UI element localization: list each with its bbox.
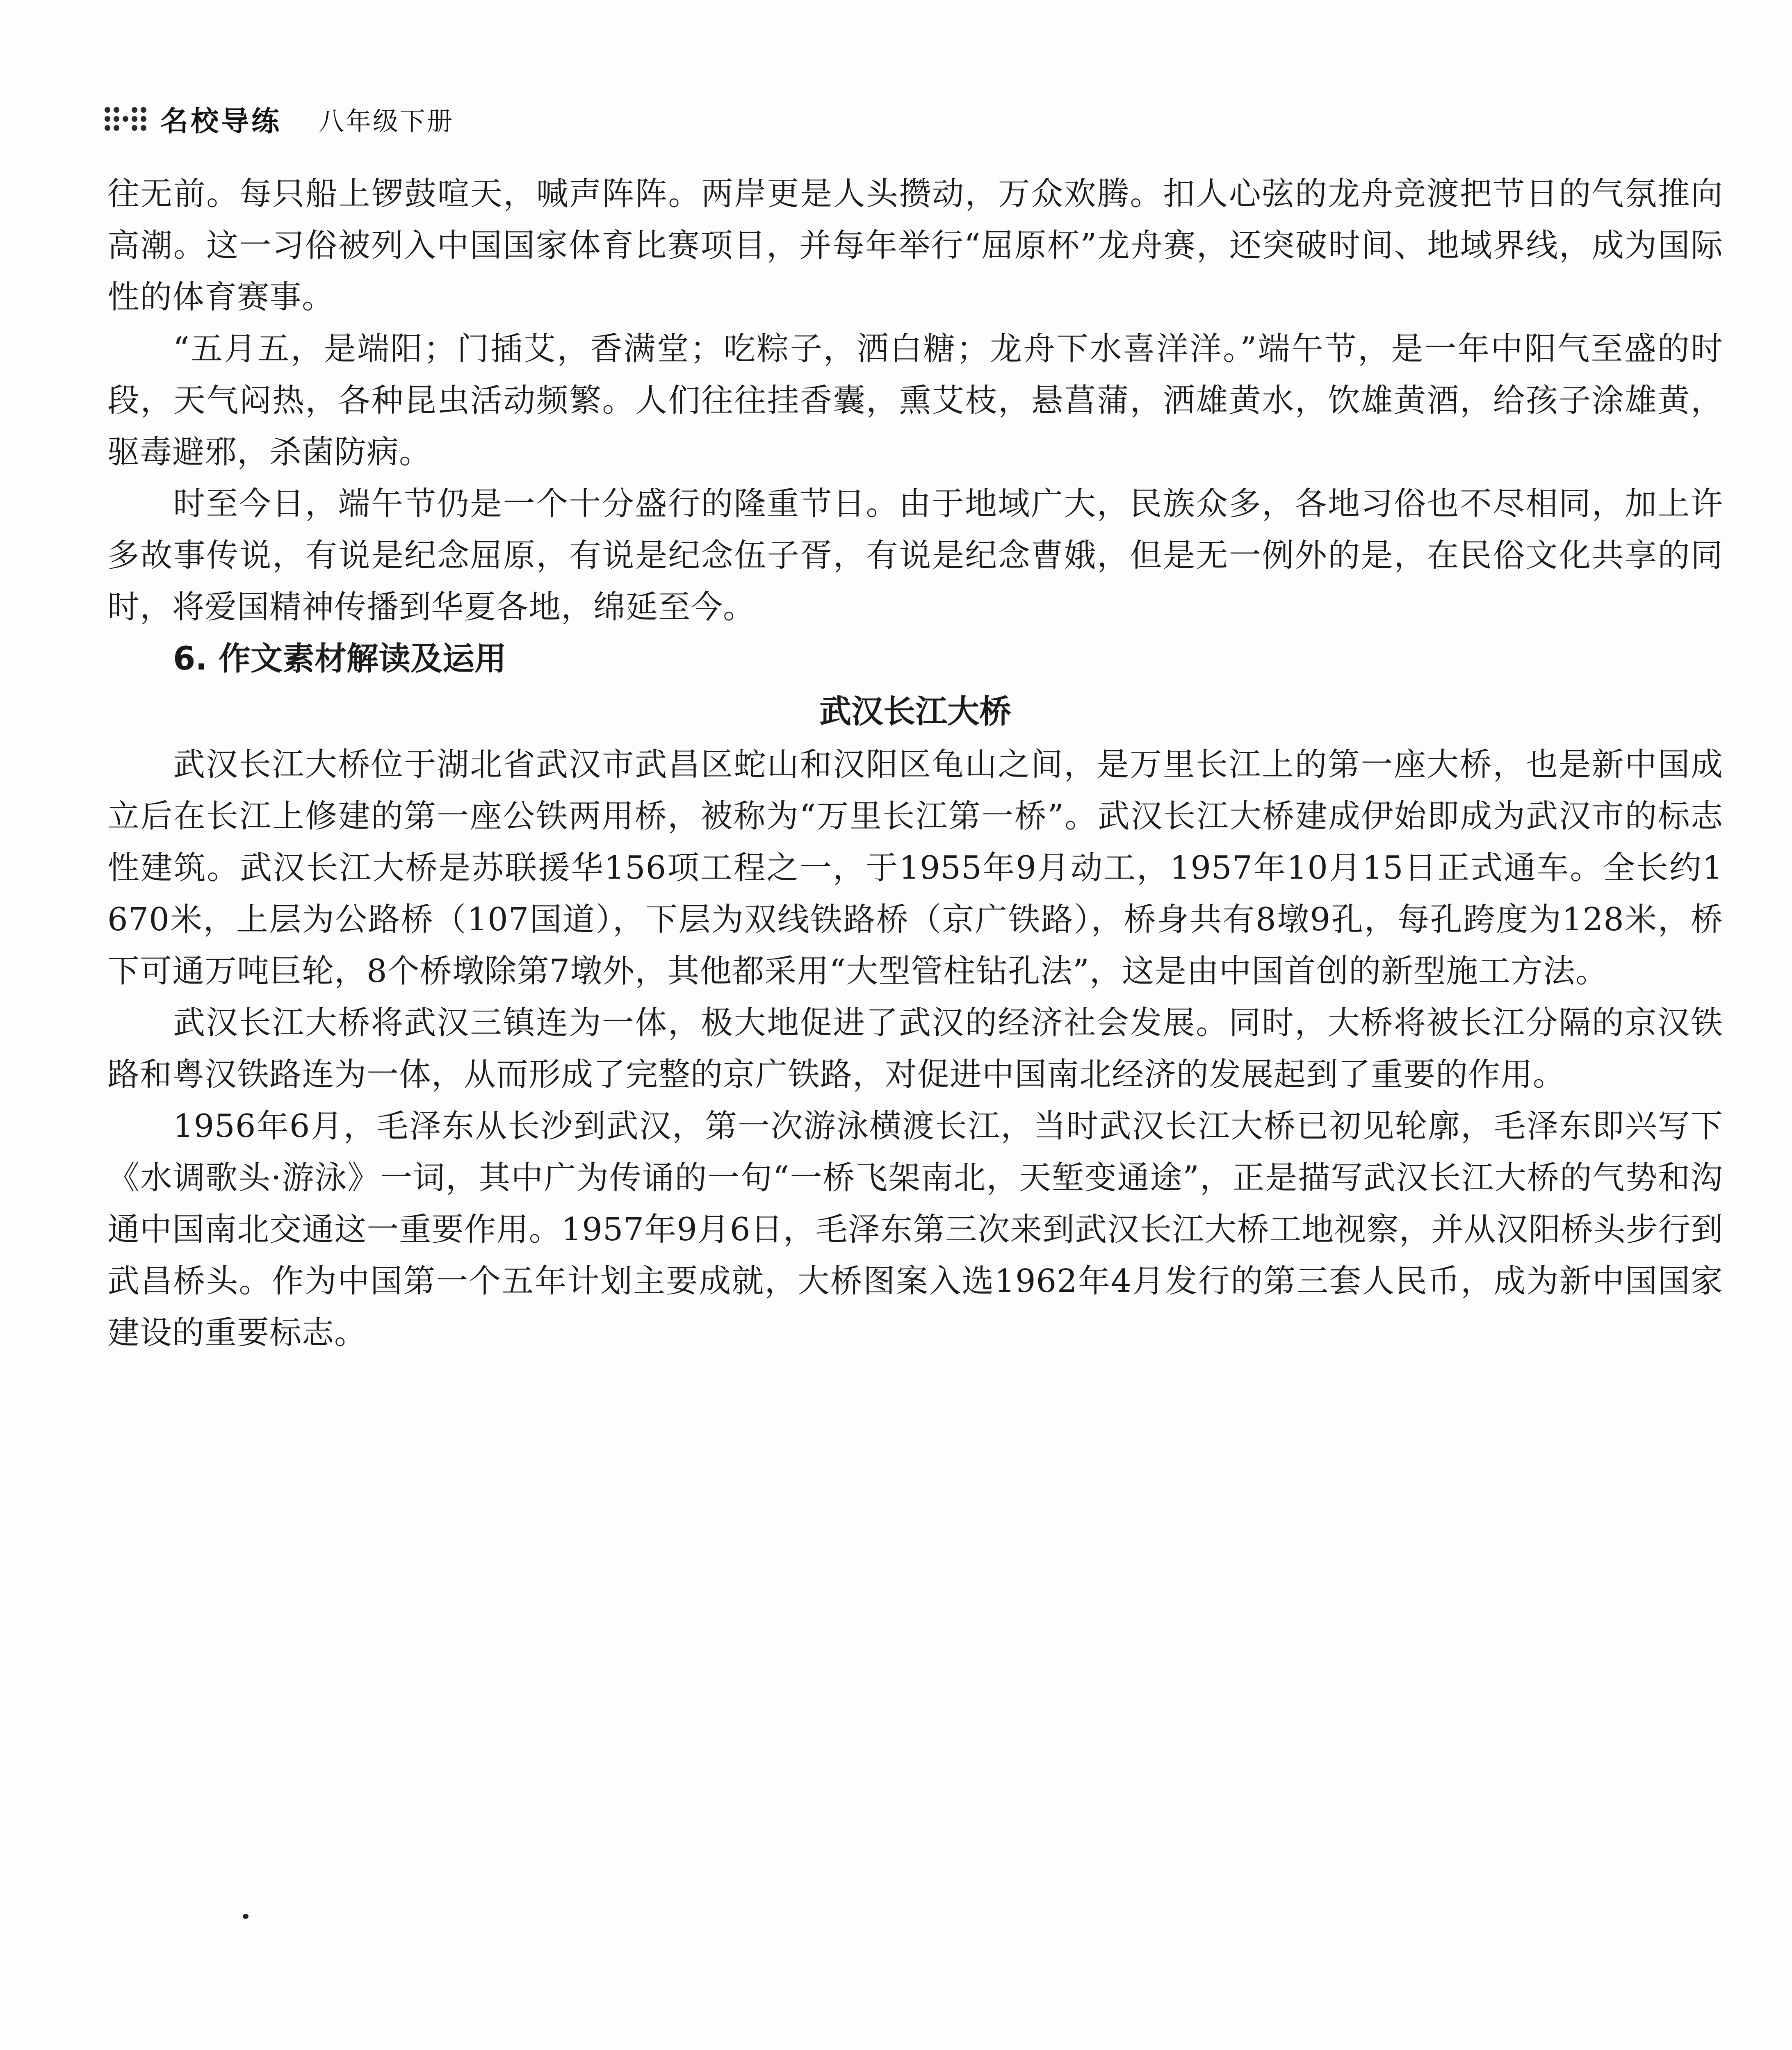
paragraph: “五月五，是端阳；门插艾，香满堂；吃粽子，洒白糖；龙舟下水喜洋洋。”端午节，是一年中阳气至盛的时段，天气闷热，各种昆虫活动频繁。人们往往挂香囊，熏艾枝，悬菖蒲，洒雄黄水，饮雄黄酒，给孩子涂雄黄，驱毒避邪，杀菌防病。 <box>107 330 1723 471</box>
paragraph: 时至今日，端午节仍是一个十分盛行的隆重节日。由于地域广大，民族众多，各地习俗也不尽相同，加上许多故事传说，有说是纪念屈原，有说是纪念伍子胥，有说是纪念曹娥，但是无一例外的是，在民俗文化共享的同时，将爱国精神传播到华夏各地，绵延至今。 <box>107 485 1723 626</box>
book-brand: 名校导练 <box>160 105 282 138</box>
article-paragraph: 1956年6月，毛泽东从长沙到武汉，第一次游泳横渡长江，当时武汉长江大桥已初见轮廓，毛泽东即兴写下《水调歌头·游泳》一词，其中广为传诵的一句“一桥飞架南北，天堑变通途”，正是描写武汉长江大桥的气势和沟通中国南北交通这一重要作用。1957年9月6日，毛泽东第三次来到武汉长江大桥工地视察，并从汉阳桥头步行到武昌桥头。作为中国第一个五年计划主要成就，大桥图案入选1962年4月发行的第三套人民币，成为新中国国家建设的重要标志。 <box>107 1108 1723 1351</box>
page-header <box>105 94 454 144</box>
scan-speck <box>243 1914 249 1919</box>
article-paragraph: 武汉长江大桥将武汉三镇连为一体，极大地促进了武汉的经济社会发展。同时，大桥将被长江分隔的京汉铁路和粤汉铁路连为一体，从而形成了完整的京广铁路，对促进中国南北经济的发展起到了重要的作用。 <box>107 1004 1723 1093</box>
section-heading: 6. 作文素材解读及运用 <box>173 640 507 677</box>
article-title: 武汉长江大桥 <box>819 693 1011 730</box>
article-paragraph: 武汉长江大桥位于湖北省武汉市武昌区蛇山和汉阳区龟山之间，是万里长江上的第一座大桥，也是新中国成立后在长江上修建的第一座公铁两用桥，被称为“万里长江第一桥”。武汉长江大桥建成伊始即成为武汉市的标志性建筑。武汉长江大桥是苏联援华156项工程之一，于1955年9月动工，1957年10月15日正式通车。全长约1 670米，上层为公路桥（107国道），下层为双线铁路桥（京广铁路），桥身共有8墩9孔，每孔跨度为128米，桥下可通万吨巨轮，8个桥墩除第7墩外，其他都采用“大型管柱钻孔法”，这是由中国首创的新型施工方法。 <box>107 746 1723 990</box>
paragraph: 往无前。每只船上锣鼓喧天，喊声阵阵。两岸更是人头攒动，万众欢腾。扣人心弦的龙舟竞渡把节日的气氛推向高潮。这一习俗被列入中国国家体育比赛项目，并每年举行“屈原杯”龙舟赛，还突破时间、地域界线，成为国际性的体育赛事。 <box>107 175 1723 316</box>
page-content <box>107 168 1723 1359</box>
book-grade: 八年级下册 <box>319 106 454 136</box>
dots-logo-icon <box>105 107 146 131</box>
